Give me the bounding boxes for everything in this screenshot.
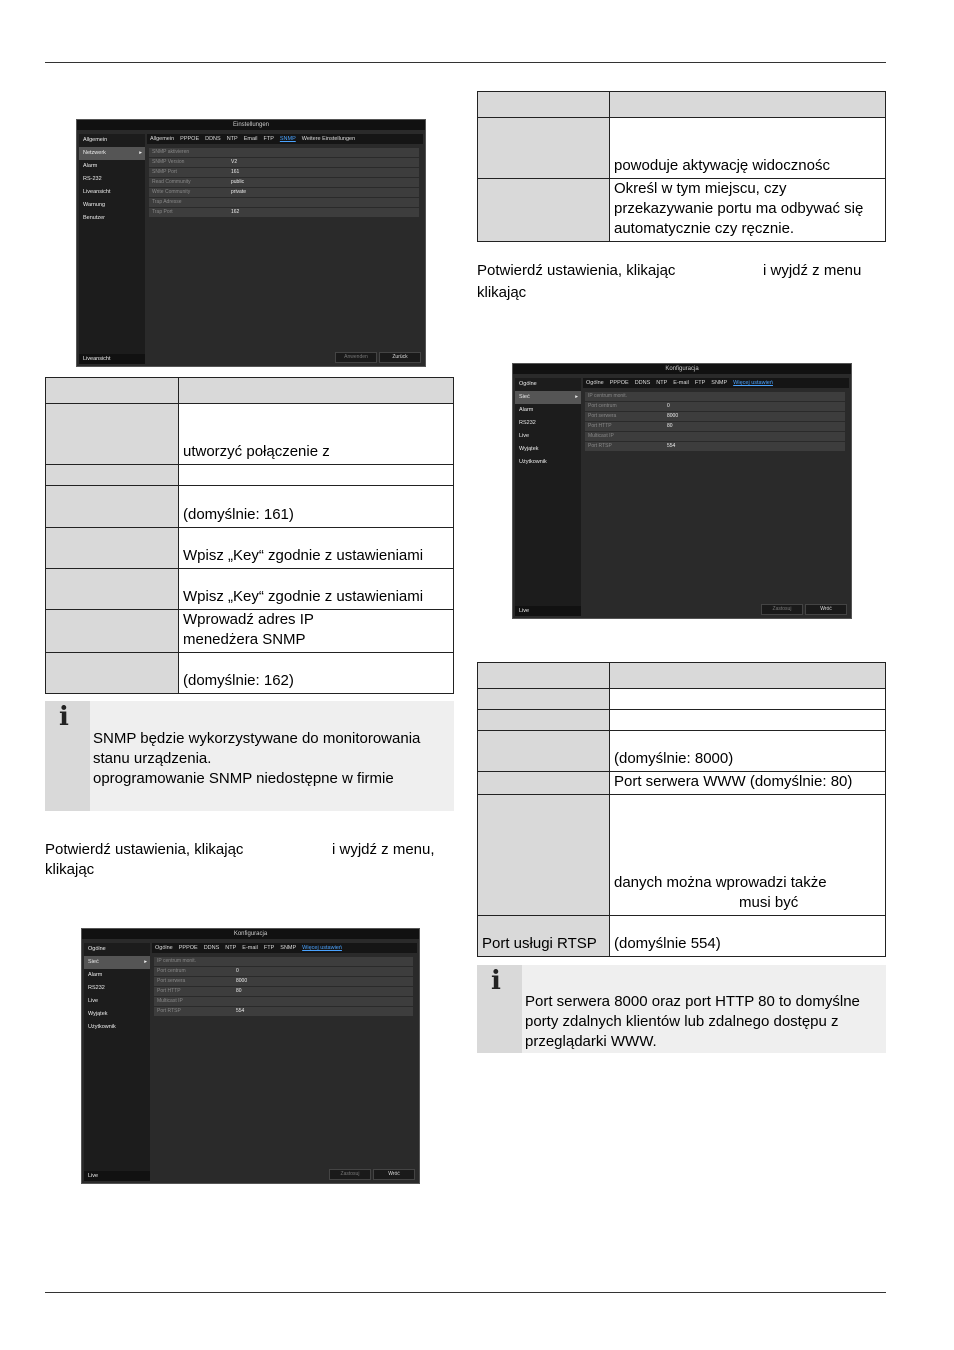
screenshot-tab: Allgemein (150, 136, 175, 142)
screenshot-sidebar-item: Live (88, 998, 99, 1004)
screenshot-tab: FTP (263, 136, 274, 142)
table-cell-term: Port usługi RTSP (478, 916, 610, 957)
snmp-settings-screenshot (76, 119, 426, 367)
screenshot-tab: SNMP (279, 136, 296, 142)
table-cell-term (46, 378, 179, 404)
screenshot-buttons (759, 604, 847, 615)
screenshot-row (585, 392, 845, 401)
screenshot-row (149, 208, 419, 217)
apply-button: Zastosuj (761, 604, 803, 615)
screenshot-row-label: Port centrum (157, 968, 186, 974)
confirm-left-line1a: Potwierdź ustawienia, klikając (45, 841, 244, 858)
screenshot-sidebar-item: Warnung (83, 202, 106, 208)
screenshot-row-value: 8000 (236, 978, 248, 984)
screenshot-tab: Weitere Einstellungen (301, 136, 356, 142)
table-cell-term (478, 795, 610, 916)
screenshot-row (154, 997, 413, 1006)
screenshot-tab: SNMP (280, 945, 297, 951)
table-cell-description (610, 92, 886, 118)
screenshot-row-value: 80 (236, 988, 242, 994)
screenshot-row-label: IP centrum monit. (157, 958, 197, 964)
screenshot-sidebar-item: Netzwerk ▸ (79, 147, 145, 160)
back-button: Wróć (373, 1169, 415, 1180)
screenshot-tab: NTP (226, 136, 238, 142)
screenshot-row (585, 402, 845, 411)
screenshot-sidebar-item: Alarm (519, 407, 534, 413)
table-cell-term (478, 731, 610, 772)
table-cell-description: Wpisz „Key“ zgodnie z ustawieniami (179, 569, 454, 610)
screenshot-row (585, 412, 845, 421)
screenshot-row (585, 442, 845, 451)
table-cell-term (46, 569, 179, 610)
table-row (46, 569, 454, 610)
screenshot-row-value: 161 (231, 169, 240, 175)
screenshot-tab: DDNS (203, 945, 220, 951)
screenshot-row (149, 178, 419, 187)
screenshot-sidebar-item: Ogólne (88, 946, 106, 952)
table-cell-description: Wpisz „Key“ zgodnie z ustawieniami (179, 528, 454, 569)
chevron-right-icon: ▸ (575, 394, 578, 400)
table-cell-term (46, 465, 179, 486)
info-icon: i (491, 966, 501, 996)
table-cell-term (46, 404, 179, 465)
screenshot-tab: Więcej ustawień (302, 945, 342, 951)
screenshot-title: Konfiguracja (513, 364, 851, 374)
screenshot-sidebar-item: Live (519, 433, 530, 439)
table-cell-term (478, 710, 610, 731)
chevron-right-icon: ▸ (139, 150, 142, 156)
table-row (46, 404, 454, 465)
screenshot-sidebar-item: Alarm (83, 163, 98, 169)
screenshot-row-value: public (231, 179, 245, 185)
screenshot-row-value: 554 (236, 1008, 245, 1014)
table-cell-description: danych można wprowadzi także musi być (610, 795, 886, 916)
screenshot-sidebar-item: Allgemein (83, 137, 108, 143)
network-settings-screenshot-left (81, 928, 420, 1184)
snmp-note (45, 701, 454, 811)
screenshot-row (154, 957, 413, 966)
screenshot-sidebar-item: Wyjątek (519, 446, 539, 452)
screenshot-tab: FTP (263, 945, 275, 951)
screenshot-sidebar (79, 134, 145, 364)
screenshot-row-value: V2 (231, 159, 238, 165)
table-row (478, 92, 886, 118)
table-cell-term (478, 689, 610, 710)
screenshot-row-label: Port RTSP (157, 1008, 181, 1014)
screenshot-row-label: Port centrum (588, 403, 617, 409)
table-cell-description: (domyślnie: 162) (179, 653, 454, 694)
table-cell-description: (domyślnie: 161) (179, 486, 454, 528)
screenshot-sidebar (515, 378, 581, 616)
top-rule (45, 62, 886, 63)
screenshot-row (154, 967, 413, 976)
screenshot-tab: Email (243, 136, 258, 142)
back-button: Zurück (379, 352, 421, 363)
table-cell-description (179, 378, 454, 404)
screenshot-row-label: Port HTTP (157, 988, 181, 994)
screenshot-row-value: 0 (667, 403, 670, 409)
screenshot-sidebar-item: Liveansicht (83, 189, 111, 195)
screenshot-tab: E-mail (673, 380, 689, 386)
screenshot-tab: Ogólne (586, 380, 604, 386)
confirm-left-line2: klikając (45, 861, 95, 878)
table-row (478, 663, 886, 689)
screenshot-sidebar-item: Ogólne (519, 381, 537, 387)
screenshot-row-label: SNMP aktivieren (152, 149, 190, 155)
screenshot-row-value: private (231, 189, 247, 195)
screenshot-tab: NTP (656, 380, 668, 386)
ports-note-text: Port serwera 8000 oraz port HTTP 80 to domyślne porty zdalnych klientów lub zdalnego dostępu z przeglądarki WWW. (525, 993, 860, 1050)
table-row (478, 118, 886, 179)
table-row (478, 795, 886, 916)
table-cell-description: Wprowadź adres IP menedżera SNMP (179, 610, 454, 653)
table-row (46, 653, 454, 694)
screenshot-row (149, 168, 419, 177)
table-cell-description: Określ w tym miejscu, czy przekazywanie portu ma odbywać się automatycznie czy ręcznie. (610, 179, 886, 242)
confirm-right-line2: klikając (477, 284, 527, 301)
screenshot-tab: SNMP (711, 380, 728, 386)
screenshot-buttons (327, 1169, 415, 1180)
screenshot-sidebar-item: RS232 (519, 420, 536, 426)
screenshot-row-label: Port HTTP (588, 423, 612, 429)
table-row (46, 486, 454, 528)
screenshot-row-label: Multicast IP (588, 433, 614, 439)
table-cell-term (478, 179, 610, 242)
chevron-right-icon: ▸ (144, 959, 147, 965)
screenshot-rows (154, 957, 413, 1017)
screenshot-row-label: Read Community (152, 179, 191, 185)
table-row (478, 772, 886, 795)
screenshot-row (154, 1007, 413, 1016)
screenshot-sidebar-item: RS-232 (83, 176, 102, 182)
screenshot-sidebar-item: Alarm (88, 972, 103, 978)
screenshot-tabs (583, 378, 849, 388)
screenshot-tab: DDNS (205, 136, 221, 142)
table-row (478, 179, 886, 242)
screenshot-tabs (152, 943, 417, 953)
screenshot-row-label: SNMP Port (152, 169, 177, 175)
screenshot-row-label: Port serwera (588, 413, 617, 419)
screenshot-row (154, 987, 413, 996)
screenshot-row-value: 0 (236, 968, 239, 974)
apply-button: Zastosuj (329, 1169, 371, 1180)
screenshot-sidebar-item: RS232 (88, 985, 105, 991)
screenshot-tab: FTP (694, 380, 706, 386)
screenshot-sidebar-item: Użytkownik (88, 1024, 116, 1030)
screenshot-row (149, 158, 419, 167)
screenshot-buttons (333, 352, 421, 363)
ports-table (477, 662, 886, 957)
table-cell-description (179, 465, 454, 486)
table-cell-term (46, 653, 179, 694)
screenshot-row-label: IP centrum monit. (588, 393, 628, 399)
table-row (478, 731, 886, 772)
table-cell-term (46, 528, 179, 569)
snmp-note-text: SNMP będzie wykorzystywane do monitorowania stanu urządzenia. oprogramowanie SNMP niedostępne w firmie (93, 730, 421, 787)
screenshot-tab: E-mail (242, 945, 258, 951)
table-cell-description: (domyślnie: 8000) (610, 731, 886, 772)
confirm-right-line1a: Potwierdź ustawienia, klikając (477, 262, 676, 279)
screenshot-sidebar-item: Sieć ▸ (515, 391, 581, 404)
screenshot-tab: DDNS (634, 380, 651, 386)
table-row (478, 710, 886, 731)
screenshot-sidebar-item: Użytkownik (519, 459, 547, 465)
table-cell-term (478, 92, 610, 118)
screenshot-sidebar-item: Sieć ▸ (84, 956, 150, 969)
apply-button: Anwenden (335, 352, 377, 363)
screenshot-row-label: Write Community (152, 189, 191, 195)
screenshot-row-label: Port serwera (157, 978, 186, 984)
upnp-table (477, 91, 886, 242)
screenshot-row (154, 977, 413, 986)
screenshot-tab: Ogólne (155, 945, 173, 951)
info-icon: i (59, 702, 69, 732)
screenshot-row (149, 188, 419, 197)
screenshot-title: Konfiguracja (82, 929, 419, 939)
screenshot-sidebar (84, 943, 150, 1181)
table-row (46, 465, 454, 486)
ports-note (477, 965, 886, 1053)
screenshot-row (149, 148, 419, 157)
table-cell-description: (domyślnie 554) (610, 916, 886, 957)
screenshot-tab: Więcej ustawień (733, 380, 773, 386)
screenshot-live-button: Live (84, 1171, 150, 1181)
confirm-left-line1b: i wyjdź z menu, (332, 841, 435, 858)
screenshot-live-button: Live (515, 606, 581, 616)
screenshot-row-value: 162 (231, 209, 240, 215)
screenshot-row (585, 422, 845, 431)
screenshot-tabs (147, 134, 423, 144)
screenshot-title: Einstellungen (77, 120, 425, 130)
screenshot-row (149, 198, 419, 207)
table-cell-description: Port serwera WWW (domyślnie: 80) (610, 772, 886, 795)
confirm-right (477, 261, 877, 301)
screenshot-row-value: 554 (667, 443, 676, 449)
snmp-table (45, 377, 454, 694)
table-cell-term (478, 663, 610, 689)
screenshot-sidebar-item: Benutzer (83, 215, 106, 221)
network-settings-screenshot-right (512, 363, 852, 619)
screenshot-sidebar-item: Wyjątek (88, 1011, 108, 1017)
confirm-right-line1b: i wyjdź z menu (763, 262, 862, 279)
table-row (478, 689, 886, 710)
screenshot-row-label: Trap Adresse (152, 199, 182, 205)
screenshot-row (585, 432, 845, 441)
table-row (478, 916, 886, 957)
table-cell-description (610, 663, 886, 689)
screenshot-row-label: Trap Port (152, 209, 173, 215)
back-button: Wróć (805, 604, 847, 615)
screenshot-tab: PPPOE (178, 945, 198, 951)
screenshot-row-label: Port RTSP (588, 443, 612, 449)
confirm-left (45, 840, 445, 880)
table-cell-term (46, 610, 179, 653)
table-row (46, 610, 454, 653)
bottom-rule (45, 1292, 886, 1293)
screenshot-rows (149, 148, 419, 218)
screenshot-row-value: 80 (667, 423, 673, 429)
screenshot-tab: NTP (225, 945, 237, 951)
table-cell-term (478, 772, 610, 795)
table-cell-description: powoduje aktywację widocznośc (610, 118, 886, 179)
screenshot-rows (585, 392, 845, 452)
table-cell-term (46, 486, 179, 528)
screenshot-tab: PPPOE (609, 380, 629, 386)
table-cell-description (610, 710, 886, 731)
table-cell-description: utworzyć połączenie z (179, 404, 454, 465)
screenshot-row-label: SNMP Version (152, 159, 185, 165)
table-row (46, 378, 454, 404)
table-cell-description (610, 689, 886, 710)
table-row (46, 528, 454, 569)
screenshot-live-button: Liveansicht (79, 354, 145, 364)
table-cell-term (478, 118, 610, 179)
screenshot-tab: PPPOE (180, 136, 200, 142)
screenshot-row-value: 8000 (667, 413, 679, 419)
screenshot-row-label: Multicast IP (157, 998, 183, 1004)
